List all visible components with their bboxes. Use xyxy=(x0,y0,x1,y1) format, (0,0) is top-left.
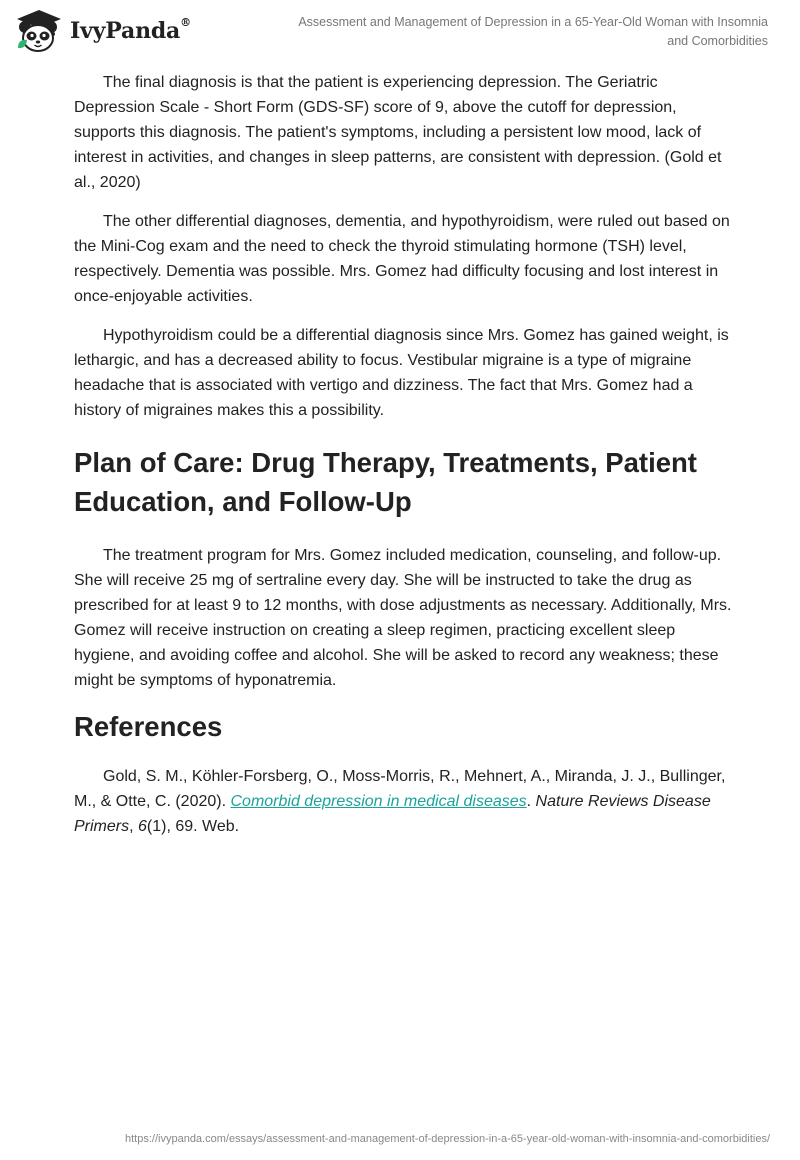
paragraph-treatment-program: The treatment program for Mrs. Gomez included medication, counseling, and follow-up. She will receive 25 mg of sertraline every day. She will be instructed to take the drug as prescribed for at least 9 to 12 months, with dose adjustments as necessary. Additionally, Mrs. Gomez will receive instruction on creating a sleep regimen, practicing excellent sleep hygiene, and avoiding coffee and alcohol. She will be asked to record any weakness; these might be symptoms of hyponatremia. xyxy=(74,547,732,689)
panda-graduate-icon xyxy=(14,8,64,54)
paragraph-final-diagnosis: The final diagnosis is that the patient is experiencing depression. The Geriatric Depression Scale - Short Form (GDS-SF) score of 9, above the cutoff for depression, supports this diagnosis. The patient's symptoms, including a persistent low mood, lack of interest in activities, and changes in sleep patterns, are consistent with depression. (Gold et al., 2020) xyxy=(74,74,722,191)
reference-entry xyxy=(74,764,734,839)
essay-content xyxy=(74,70,734,853)
reference-link[interactable]: Comorbid depression in medical diseases xyxy=(230,793,527,810)
reference-authors: Gold, S. M., Köhler-Forsberg, O., Moss-Morris, R., Mehnert, A., Miranda, J. J., Bullinger, M., & Otte, C. (2020). xyxy=(74,768,726,810)
reference-journal: Nature Reviews Disease Primers xyxy=(74,793,711,835)
paragraph-hypothyroidism: Hypothyroidism could be a differential diagnosis since Mrs. Gomez has gained weight, is lethargic, and has a decreased ability to focus. Vestibular migraine is a type of migraine headache that is associated with vertigo and dizziness. The fact that Mrs. Gomez had a history of migraines makes this a possibility. xyxy=(74,327,729,419)
heading-references: References xyxy=(74,711,223,742)
reference-issue-pages: (1), 69. Web. xyxy=(146,818,240,835)
page-header xyxy=(0,0,800,70)
paragraph-differential-diagnoses: The other differential diagnoses, dementia, and hypothyroidism, were ruled out based on the Mini-Cog exam and the need to check the thyroid stimulating hormone (TSH) level, respectively. Dementia was possible. Mrs. Gomez had difficulty focusing and lost interest in once-enjoyable activities. xyxy=(74,213,730,305)
logo-text: IvyPanda® xyxy=(70,16,191,44)
reference-comma: , xyxy=(129,818,138,835)
page-footer-url: https://ivypanda.com/essays/assessment-and-management-of-depression-in-a-65-year-old-woman-with-insomnia-and-comorbidities/ xyxy=(125,1133,770,1145)
heading-plan-of-care: Plan of Care: Drug Therapy, Treatments, Patient Education, and Follow-Up xyxy=(74,447,697,517)
reference-punct: . xyxy=(526,793,536,810)
reference-volume: 6 xyxy=(138,818,147,835)
document-title: Assessment and Management of Depression in a 65-Year-Old Woman with Insomnia and Comorbidities xyxy=(298,15,768,48)
ivypanda-logo[interactable] xyxy=(14,8,191,54)
